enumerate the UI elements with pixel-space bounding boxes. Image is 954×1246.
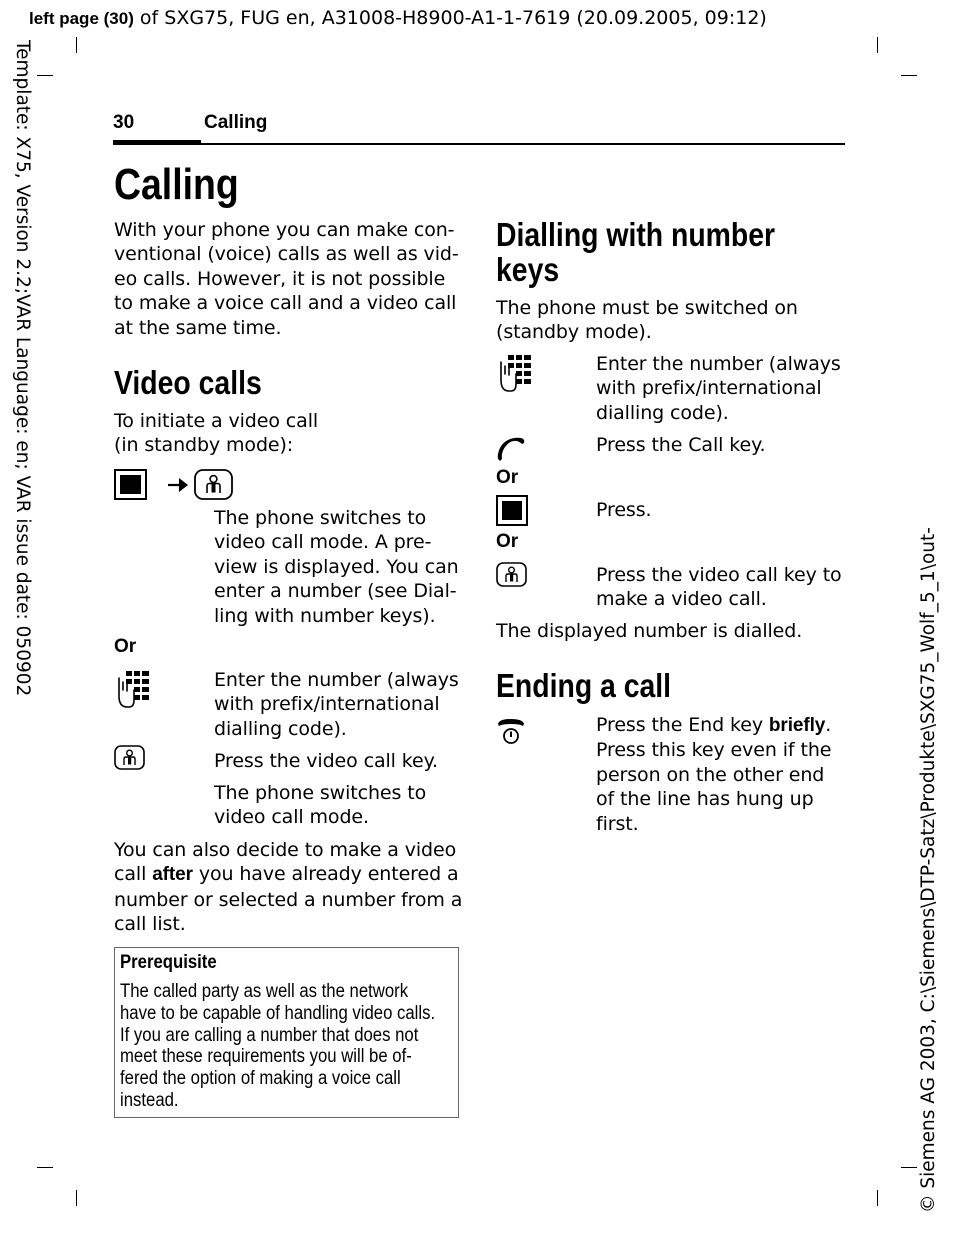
text-line: With your phone you can make con- xyxy=(114,219,455,241)
text-line: first. xyxy=(596,812,639,835)
dialling-step-4 xyxy=(596,563,856,612)
crop-mark xyxy=(877,1190,878,1206)
template-info: Template: X75, Version 2.2;VAR Language: en; VAR issue date: 050902 xyxy=(12,40,33,697)
text-line: at the same time. xyxy=(114,316,282,339)
crop-mark xyxy=(901,75,917,76)
text-line: Enter the number (always xyxy=(596,353,841,375)
dialling-result: The displayed number is dialled. xyxy=(496,620,803,642)
dialling-step-2: Press the Call key. xyxy=(596,434,766,456)
emphasis-after: after xyxy=(152,864,193,886)
call-key-icon xyxy=(496,435,528,465)
video-call-key-icon xyxy=(496,562,528,588)
text-line: (standby mode). xyxy=(496,321,652,344)
video-after-paragraph xyxy=(114,838,464,937)
text-line: dialling code). xyxy=(596,401,729,424)
crop-mark xyxy=(877,37,878,53)
arrow-right-icon xyxy=(167,476,189,494)
text-line xyxy=(596,713,856,738)
text-line: dialling code). xyxy=(214,717,347,740)
crop-mark xyxy=(76,1190,77,1206)
text-line: (in standby mode): xyxy=(114,434,294,457)
video-calls-heading: Video calls xyxy=(114,364,262,401)
text-line: You can also decide to make a video xyxy=(114,839,457,861)
print-info-line xyxy=(29,7,767,29)
text-span: call xyxy=(114,863,153,886)
heading-line: Dialling with number xyxy=(496,216,776,253)
dialling-lead xyxy=(496,296,846,345)
video-step-1 xyxy=(214,506,464,628)
text-line xyxy=(114,862,464,887)
text-line: Enter the number (always xyxy=(214,669,459,691)
text-line: enter a number (see Dial- xyxy=(214,580,457,603)
video-calls-lead xyxy=(114,409,464,458)
print-info-rest: of SXG75, FUG en, A31008-H8900-A1-1-7619 (20.09.2005, 09:12) xyxy=(133,7,767,29)
text-line: instead. xyxy=(120,1089,179,1111)
text-span: Press the End key xyxy=(596,714,769,736)
text-line: meet these requirements you will be of- xyxy=(120,1046,412,1068)
text-line: The phone must be switched on xyxy=(496,297,798,319)
softkey-square-icon xyxy=(496,495,529,527)
text-line: To initiate a video call xyxy=(114,410,319,432)
text-line: with prefix/international xyxy=(214,693,440,716)
end-key-icon xyxy=(496,714,528,746)
text-line: of the line has hung up xyxy=(596,788,814,811)
text-line: number or selected a number from a xyxy=(114,888,463,911)
ending-text xyxy=(596,713,856,836)
running-title: Calling xyxy=(204,112,268,133)
ending-heading: Ending a call xyxy=(496,667,672,704)
heading-line: keys xyxy=(496,251,560,288)
prerequisite-title: Prerequisite xyxy=(120,952,217,973)
or-label: Or xyxy=(496,531,519,552)
number-keypad-icon xyxy=(496,354,534,394)
text-line: The phone switches to xyxy=(214,782,427,804)
page-title: Calling xyxy=(114,160,239,209)
crop-mark xyxy=(76,37,77,53)
text-line: The phone switches to xyxy=(214,507,427,529)
text-line: If you are calling a number that does not xyxy=(120,1024,419,1046)
text-line: ventional (voice) calls as well as vid- xyxy=(114,243,459,266)
copyright-path: © Siemens AG 2003, C:\Siemens\DTP-Satz\Produkte\SXG75_Wolf_5_1\out- xyxy=(918,527,939,1213)
print-info-bold: left page (30) xyxy=(29,9,134,28)
crop-mark xyxy=(37,75,53,76)
dialling-step-3: Press. xyxy=(596,499,652,521)
or-label: Or xyxy=(496,467,519,488)
video-step-3: Press the video call key. xyxy=(214,750,438,772)
page-number: 30 xyxy=(113,112,135,133)
crop-mark xyxy=(37,1167,53,1168)
prerequisite-text xyxy=(120,981,454,1112)
crop-mark xyxy=(901,1167,917,1168)
text-line: video call mode. xyxy=(214,806,369,829)
video-call-key-icon xyxy=(194,469,234,501)
text-line: with prefix/international xyxy=(596,377,822,400)
text-line: video call mode. A pre- xyxy=(214,531,432,554)
prerequisite-box xyxy=(114,947,459,1118)
text-line: to make a voice call and a video call xyxy=(114,292,457,315)
text-span: . xyxy=(825,714,832,736)
header-rule xyxy=(113,143,845,145)
text-line: fered the option of making a voice call xyxy=(120,1068,401,1090)
text-line: The called party as well as the network xyxy=(120,981,409,1002)
intro-paragraph xyxy=(114,218,464,340)
text-line: eo calls. However, it is not possible xyxy=(114,267,446,290)
video-step-2 xyxy=(214,668,464,741)
text-line: Press the video call key to xyxy=(596,564,842,586)
emphasis-briefly: briefly xyxy=(768,715,826,736)
video-step-4 xyxy=(214,781,464,830)
text-span: you have already entered a xyxy=(192,863,459,886)
dialling-heading xyxy=(496,217,857,287)
text-line: call list. xyxy=(114,913,186,936)
or-label: Or xyxy=(114,636,137,657)
text-line: make a video call. xyxy=(596,588,767,611)
text-line: have to be capable of handling video calls. xyxy=(120,1002,436,1024)
text-line: ling with number keys). xyxy=(214,604,436,627)
softkey-square-icon xyxy=(114,469,148,501)
video-call-key-icon xyxy=(114,745,146,771)
text-line: view is displayed. You can xyxy=(214,555,459,578)
dialling-step-1 xyxy=(596,352,856,425)
text-line: person on the other end xyxy=(596,763,825,786)
number-keypad-icon xyxy=(114,670,152,710)
text-line: Press this key even if the xyxy=(596,739,832,762)
